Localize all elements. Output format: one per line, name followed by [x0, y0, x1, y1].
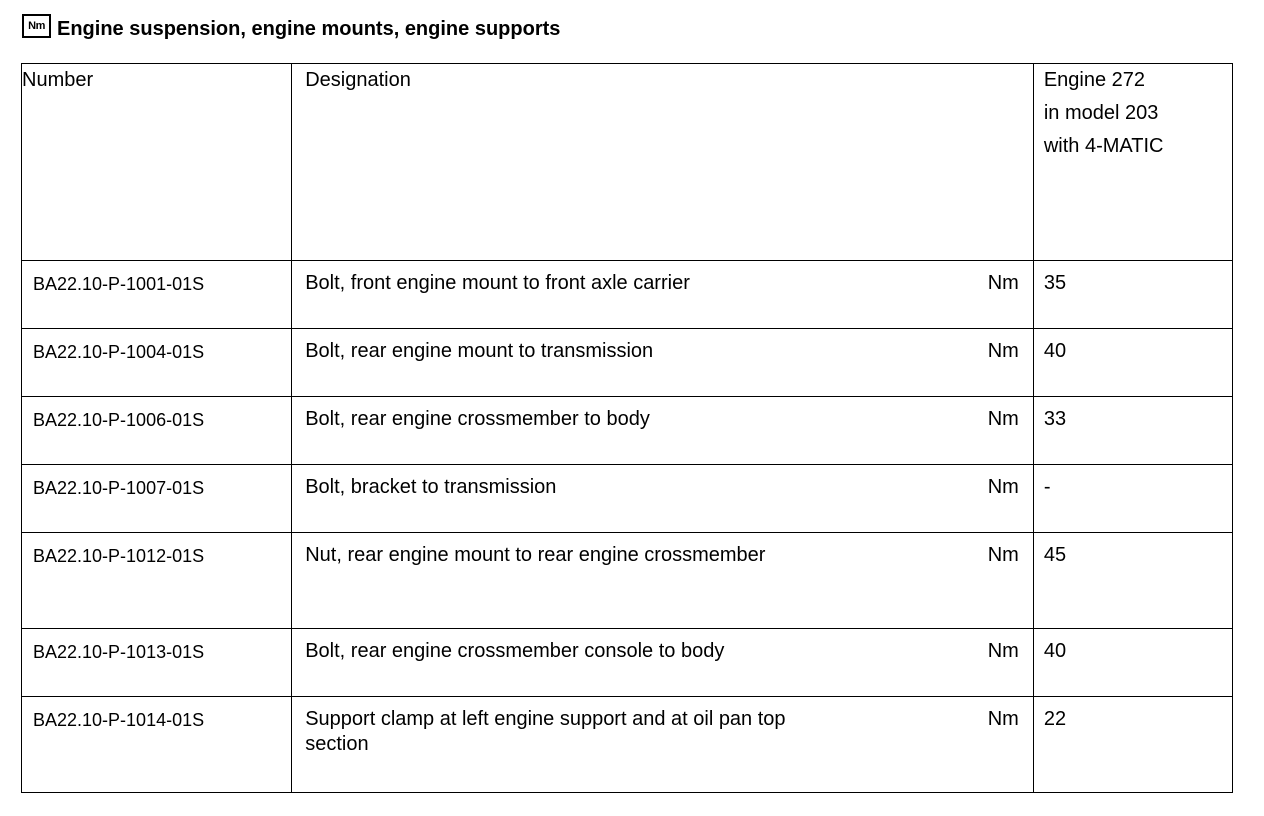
row-value: 45 — [1033, 533, 1232, 629]
header-number: Number — [22, 64, 292, 261]
page-title: Engine suspension, engine mounts, engine supports — [57, 17, 561, 40]
table-row — [22, 629, 1233, 697]
header-engine — [1033, 64, 1232, 261]
row-designation: Bolt, front engine mount to front axle carrier — [305, 272, 690, 294]
row-unit: Nm — [987, 640, 1019, 662]
table-row — [22, 697, 1233, 793]
row-designation: Bolt, rear engine crossmember console to body — [305, 640, 725, 662]
row-designation: Support clamp at left engine support and at oil pan top section — [305, 708, 786, 755]
row-number: BA22.10-P-1007-01S — [22, 465, 292, 533]
header-engine-line-1: Engine 272 — [1043, 69, 1146, 91]
row-designation: Bolt, bracket to transmission — [305, 476, 557, 498]
row-unit: Nm — [987, 708, 1019, 730]
row-designation-cell — [292, 465, 1034, 533]
row-number: BA22.10-P-1014-01S — [22, 697, 292, 793]
row-number: BA22.10-P-1004-01S — [22, 329, 292, 397]
row-unit: Nm — [987, 408, 1019, 430]
row-number: BA22.10-P-1001-01S — [22, 261, 292, 329]
row-designation-cell — [292, 697, 1034, 793]
header-engine-line-3: with 4-MATIC — [1043, 135, 1164, 157]
row-number: BA22.10-P-1012-01S — [22, 533, 292, 629]
table-row — [22, 261, 1233, 329]
row-designation-cell — [292, 329, 1034, 397]
table-row — [22, 465, 1233, 533]
row-value: 22 — [1033, 697, 1232, 793]
row-unit: Nm — [987, 544, 1019, 566]
table-row — [22, 533, 1233, 629]
row-designation: Bolt, rear engine mount to transmission — [305, 340, 654, 362]
row-unit: Nm — [987, 340, 1019, 362]
row-designation: Nut, rear engine mount to rear engine crossmember — [305, 544, 766, 566]
header-designation: Designation — [292, 64, 1034, 261]
page-heading — [22, 14, 560, 44]
row-designation-cell — [292, 629, 1034, 697]
header-engine-line-2: in model 203 — [1043, 102, 1159, 124]
table-row — [22, 397, 1233, 465]
row-value: 35 — [1033, 261, 1232, 329]
torque-nm-icon: Nm — [22, 14, 51, 38]
row-value: - — [1033, 465, 1232, 533]
row-value: 33 — [1033, 397, 1232, 465]
row-unit: Nm — [987, 476, 1019, 498]
torque-spec-table — [21, 63, 1233, 793]
row-unit: Nm — [987, 272, 1019, 294]
table-row — [22, 329, 1233, 397]
row-value: 40 — [1033, 329, 1232, 397]
row-designation: Bolt, rear engine crossmember to body — [305, 408, 650, 430]
row-value: 40 — [1033, 629, 1232, 697]
table-header-row — [22, 64, 1233, 261]
row-designation-cell — [292, 397, 1034, 465]
row-number: BA22.10-P-1013-01S — [22, 629, 292, 697]
row-designation-cell — [292, 533, 1034, 629]
row-designation-cell — [292, 261, 1034, 329]
row-number: BA22.10-P-1006-01S — [22, 397, 292, 465]
